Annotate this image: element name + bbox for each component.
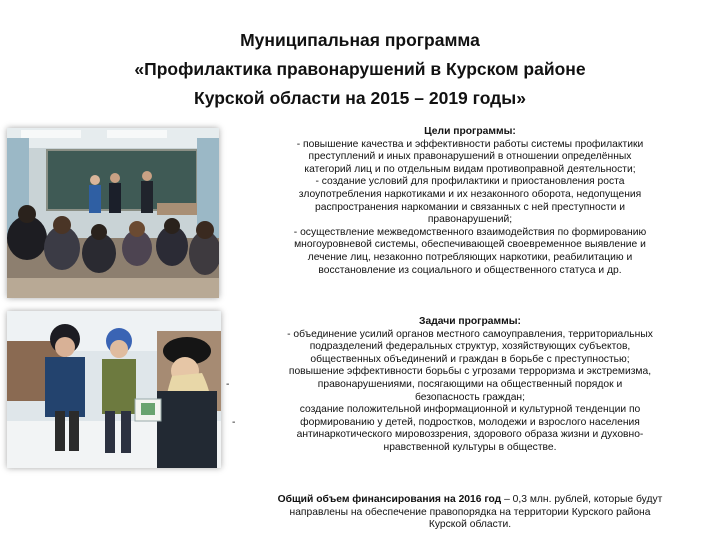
tasks-line: подразделений федеральных структур, хозяйствующих субъектов, [309, 341, 631, 353]
tasks-line: антинаркотического мировоззрения, здорового образа жизни и духовно- [296, 429, 644, 441]
page-title [40, 26, 680, 113]
goals-line: преступлений и иных правонарушений в отношении определённых [308, 151, 632, 163]
tasks-header: Задачи программы: [419, 316, 521, 327]
tasks-line: повышение эффективности борьбы с угрозами терроризма и экстремизма, [288, 366, 652, 378]
title-line-1: Муниципальная программа [240, 30, 480, 50]
goals-header: Цели программы: [424, 126, 516, 137]
funding-label: Общий объем финансирования на 2016 год [277, 494, 502, 505]
goals-line: распространения наркомании и связанных с ней преступности и [315, 201, 625, 213]
goals-line: восстановление из социального и общественного статуса и др. [318, 264, 622, 276]
tasks-line: создание положительной информационной и культурной тенденции по [299, 404, 641, 416]
task-bullet-dash: - [232, 417, 236, 428]
task-bullet-dash: - [226, 379, 230, 390]
goals-line: категорий лиц и по отдельным видам противоправной деятельности; [304, 163, 636, 175]
funding-note [222, 494, 718, 532]
officer-with-children-photo [7, 311, 221, 468]
title-line-2: «Профилактика правонарушений в Курском районе [134, 59, 586, 79]
funding-line: направлены на обеспечение правопорядка на территории Курского района [289, 506, 651, 518]
tasks-line: формированию у детей, подростков, молодежи и взрослого населения [300, 416, 640, 428]
tasks-line: - объединение усилий органов местного самоуправления, территориальных [287, 328, 653, 340]
program-tasks [222, 316, 718, 455]
goals-line: - создание условий для профилактики и приостановления роста [315, 176, 625, 188]
tasks-line: безопасность граждан; [415, 391, 525, 403]
funding-amount: – 0,3 млн. рублей, которые будут [501, 494, 663, 505]
goals-line: многоуровневой системы, обеспечивающей своевременное выявление и [294, 239, 646, 251]
program-goals [222, 126, 718, 277]
classroom-photo [7, 128, 219, 298]
tasks-line: правонарушениями, посягающими на общественный порядок и [317, 378, 623, 390]
funding-line: Курской области. [428, 519, 512, 531]
tasks-line: общественных объединений и граждан в борьбе с преступностью; [310, 353, 630, 365]
tasks-line: нравственной культуры в обществе. [383, 441, 557, 453]
goals-line: - осуществление межведомственного взаимодействия по формированию [293, 226, 647, 238]
goals-line: - повышение качества и эффективности работы системы профилактики [296, 138, 644, 150]
goals-line: лечение лиц, незаконно потребляющих наркотики, реабилитацию и [307, 251, 633, 263]
title-line-3: Курской области на 2015 – 2019 годы» [194, 88, 526, 108]
goals-line: злоупотребления наркотиками и их незаконного оборота, недопущения [298, 188, 642, 200]
goals-line: правонарушений; [427, 214, 513, 226]
